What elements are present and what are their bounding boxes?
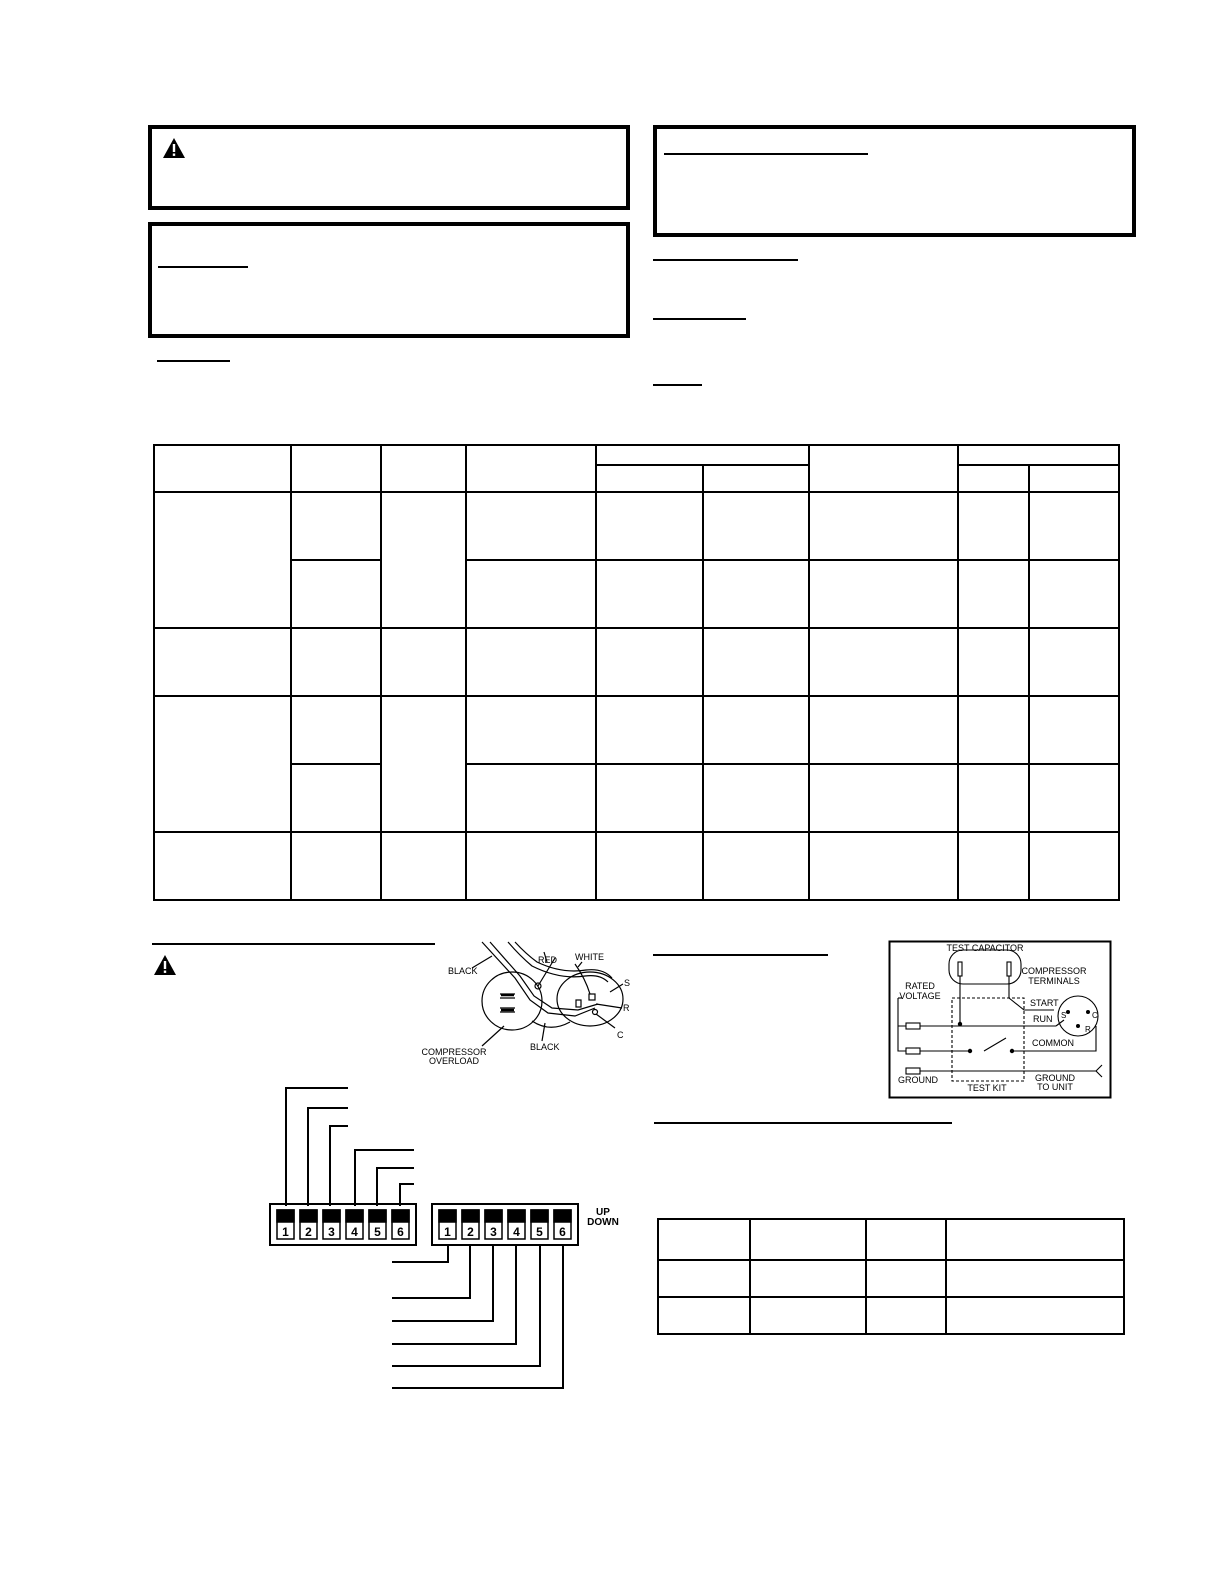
notice-heading-rule [158,266,248,268]
overload-section-heading-rule [152,943,435,945]
dip-bank1-num: 1 [282,1225,289,1239]
label-s: S [624,978,631,988]
warning-box-top [148,125,630,210]
label-start: START [1030,998,1059,1008]
dip-switch-diagram [260,1080,640,1395]
right-heading-rule-2 [653,318,746,320]
label-ground: GROUND [898,1075,938,1085]
label-run: RUN [1033,1014,1053,1024]
label-compressor: COMPRESSOR [421,1047,487,1057]
table-header-cell [466,445,596,492]
right-heading-rule-3 [653,384,702,386]
test-kit-diagram [888,940,1113,1100]
label-terminal-s: S [1061,1011,1067,1020]
small-table [657,1218,1125,1335]
table-row [154,628,1119,696]
label-compressor-terminals-1: COMPRESSOR [1021,966,1087,976]
table-header-cell [596,465,703,492]
spec-table [153,444,1120,901]
dip-bank2-num: 3 [490,1225,497,1239]
label-red: RED [538,955,558,965]
notice-box-right [653,125,1136,237]
dip-down-label: DOWN [587,1217,619,1228]
label-rated-voltage-2: VOLTAGE [899,991,941,1001]
dip-bank1-num: 6 [397,1225,404,1239]
table-row [154,832,1119,900]
dip-bank2-num: 1 [444,1225,451,1239]
dip-up-label: UP [596,1207,610,1218]
label-ground-to-unit-2: TO UNIT [1037,1082,1073,1092]
table-header-cell [958,465,1029,492]
left-section-heading-rule [157,360,230,362]
dip-bank1-num: 2 [305,1225,312,1239]
table-row [154,560,1119,628]
dip-bank2-num: 6 [559,1225,566,1239]
table-row [154,696,1119,764]
table-header-cell [958,445,1119,465]
label-black-top: BLACK [448,966,478,976]
label-test-capacitor: TEST CAPACITOR [946,943,1024,953]
table-header-cell [809,445,959,492]
table-header-cell [291,445,381,492]
table-header-cell [596,445,809,465]
small-table-heading-rule [654,1122,952,1124]
table-header-cell [1029,465,1119,492]
dip-bank2-num: 5 [536,1225,543,1239]
label-r: R [623,1003,630,1013]
right-heading-rule-1 [653,259,798,261]
label-terminal-c: C [1092,1011,1098,1020]
dip-bank2-num: 2 [467,1225,474,1239]
label-black-bottom: BLACK [530,1042,560,1052]
notice-box-left [148,222,630,338]
compressor-overload-diagram [420,938,640,1073]
label-rated-voltage-1: RATED [905,981,935,991]
warning-icon-lower [153,954,177,976]
label-test-kit: TEST KIT [967,1083,1007,1093]
label-common: COMMON [1032,1038,1074,1048]
table-row [154,492,1119,560]
label-c: C [617,1030,624,1040]
label-overload: OVERLOAD [428,1056,480,1066]
table-row [658,1297,1124,1334]
label-ground-to-unit-1: GROUND [1035,1073,1075,1083]
label-white: WHITE [575,952,604,962]
dip-bank1-num: 3 [328,1225,335,1239]
label-terminal-r: R [1085,1025,1091,1034]
table-header-cell [381,445,467,492]
table-header-row [658,1219,1124,1260]
label-compressor-terminals-2: TERMINALS [1028,976,1080,986]
notice-right-heading-rule [664,153,868,155]
table-row [154,764,1119,832]
dip-bank1-num: 4 [351,1225,358,1239]
dip-bank2-num: 4 [513,1225,520,1239]
warning-icon [162,137,186,159]
table-header-cell [703,465,809,492]
test-kit-heading-rule [653,954,828,956]
table-row [658,1260,1124,1297]
table-header-cell [154,445,291,492]
dip-bank1-num: 5 [374,1225,381,1239]
